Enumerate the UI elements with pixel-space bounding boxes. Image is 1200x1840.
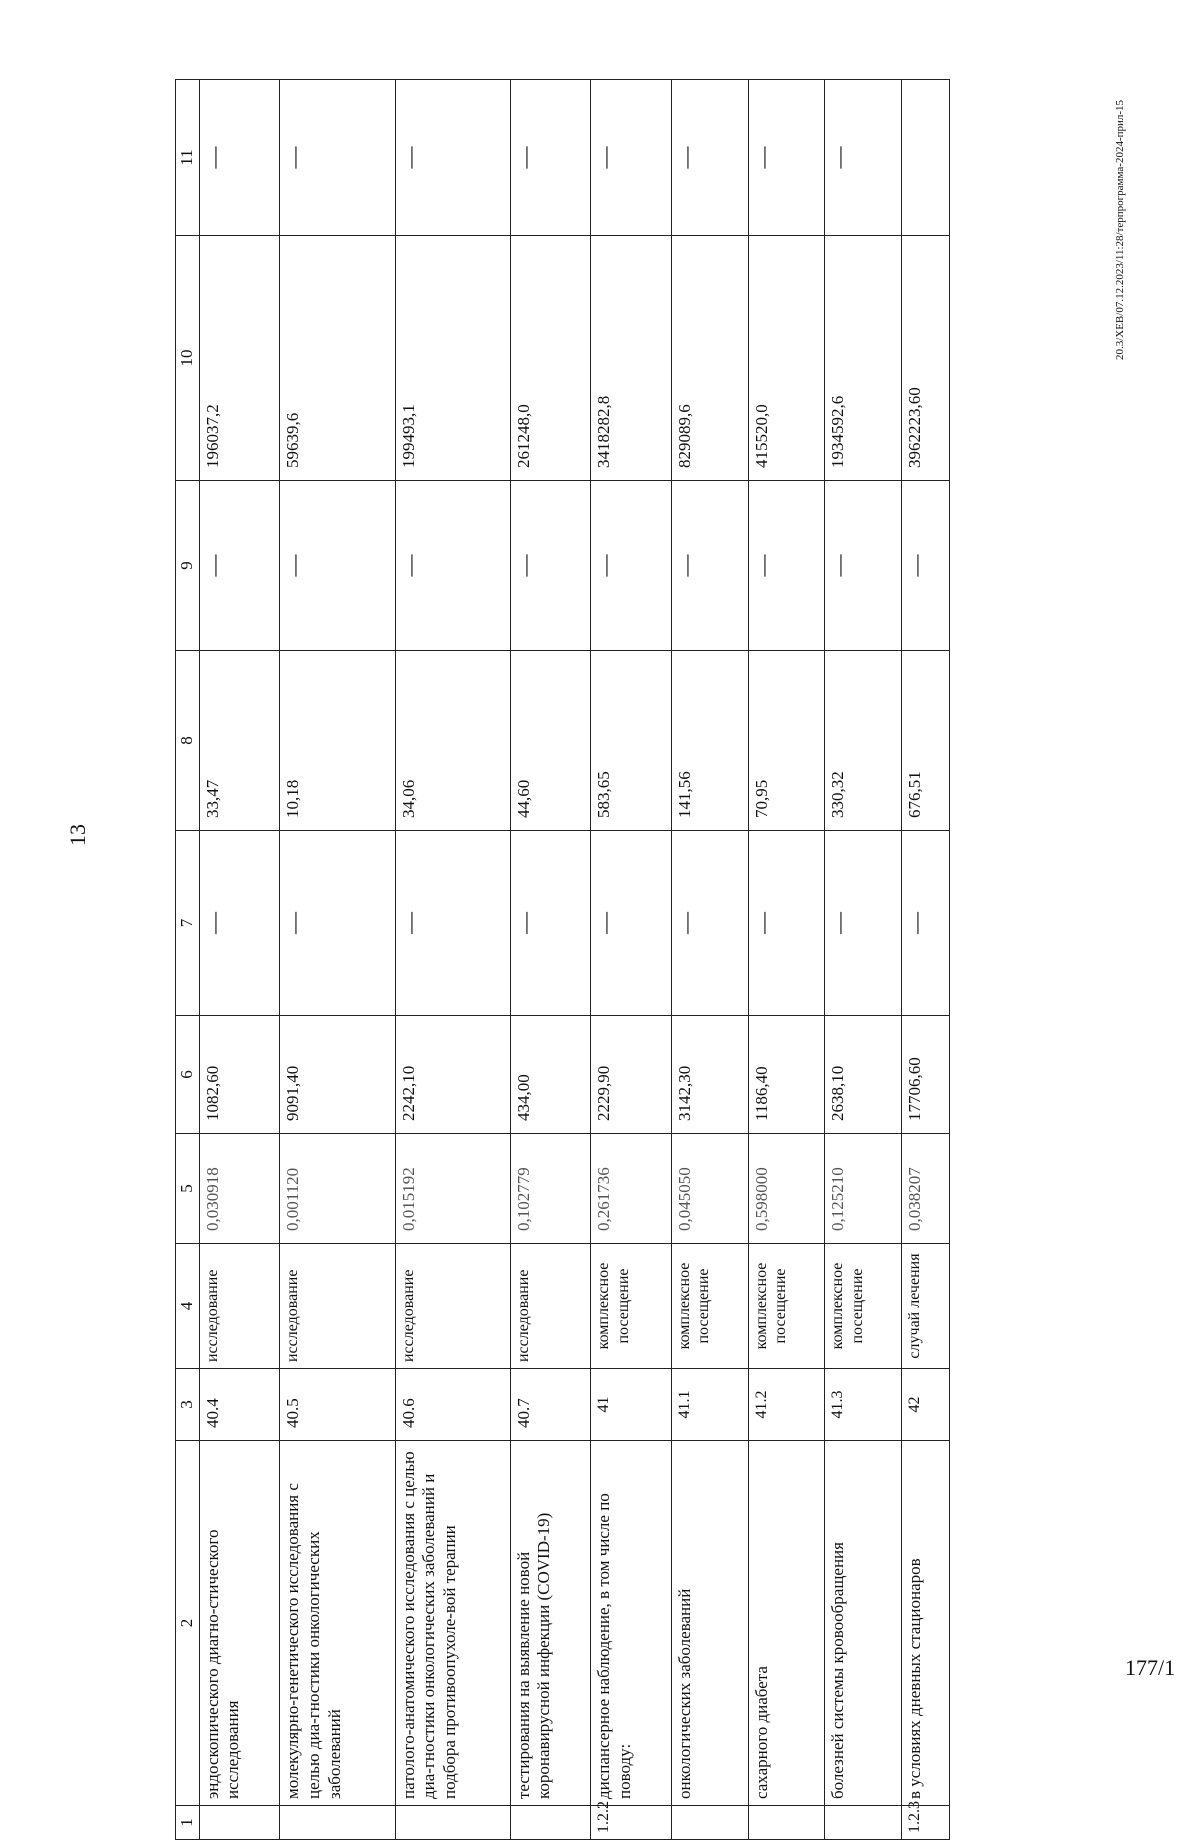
row-number: 40.6 bbox=[395, 1369, 510, 1441]
table-row bbox=[671, 80, 748, 1840]
volume-norm: 0,045050 bbox=[671, 1134, 748, 1244]
column-header: 9 bbox=[176, 481, 200, 651]
empty-value: — bbox=[510, 831, 591, 1016]
volume-norm: 0,261736 bbox=[591, 1134, 672, 1244]
row-description: эндоскопического диагно-стического исследования bbox=[199, 1441, 280, 1806]
unit-of-measure: комплексное посещение bbox=[671, 1244, 748, 1369]
total-cost: 1934592,6 bbox=[825, 236, 902, 481]
empty-value: — bbox=[748, 831, 825, 1016]
row-description: патолого-анатомического исследования с целью диа-гностики онкологических заболеваний и подбора противоопухоле-вой терапии bbox=[395, 1441, 510, 1806]
cost-per-unit: 9091,40 bbox=[280, 1016, 395, 1134]
empty-value: — bbox=[591, 80, 672, 236]
total-cost: 59639,6 bbox=[280, 236, 395, 481]
per-capita-norm: 44,60 bbox=[510, 651, 591, 831]
row-number: 41.2 bbox=[748, 1369, 825, 1441]
row-code bbox=[825, 1806, 902, 1840]
empty-value: — bbox=[199, 80, 280, 236]
column-header: 7 bbox=[176, 831, 200, 1016]
row-description: в условиях дневных стационаров bbox=[901, 1441, 949, 1806]
column-header: 6 bbox=[176, 1016, 200, 1134]
per-capita-norm: 330,32 bbox=[825, 651, 902, 831]
per-capita-norm: 583,65 bbox=[591, 651, 672, 831]
per-capita-norm: 10,18 bbox=[280, 651, 395, 831]
row-number: 41 bbox=[591, 1369, 672, 1441]
row-number: 42 bbox=[901, 1369, 949, 1441]
table-row bbox=[280, 80, 395, 1840]
per-capita-norm: 141,56 bbox=[671, 651, 748, 831]
row-code: 1.2.3 bbox=[901, 1806, 949, 1840]
total-cost: 3962223,60 bbox=[901, 236, 949, 481]
empty-value: — bbox=[199, 481, 280, 651]
volume-norm: 0,030918 bbox=[199, 1134, 280, 1244]
total-cost: 829089,6 bbox=[671, 236, 748, 481]
empty-value: — bbox=[280, 80, 395, 236]
row-code bbox=[748, 1806, 825, 1840]
table-row bbox=[510, 80, 591, 1840]
total-cost: 415520,0 bbox=[748, 236, 825, 481]
page-number: 13 bbox=[65, 824, 90, 846]
cost-per-unit: 3142,30 bbox=[671, 1016, 748, 1134]
volume-norm: 0,001120 bbox=[280, 1134, 395, 1244]
table-row bbox=[395, 80, 510, 1840]
empty-value bbox=[901, 80, 949, 236]
row-code: 1.2.2 bbox=[591, 1806, 672, 1840]
row-description: сахарного диабета bbox=[748, 1441, 825, 1806]
table-row bbox=[591, 80, 672, 1840]
column-header: 11 bbox=[176, 80, 200, 236]
row-description: онкологических заболеваний bbox=[671, 1441, 748, 1806]
empty-value: — bbox=[901, 481, 949, 651]
unit-of-measure: комплексное посещение bbox=[591, 1244, 672, 1369]
row-code bbox=[510, 1806, 591, 1840]
sheet-number: 177/1 bbox=[1125, 1655, 1176, 1680]
empty-value: — bbox=[671, 481, 748, 651]
row-description: диспансерное наблюдение, в том числе по поводу: bbox=[591, 1441, 672, 1806]
empty-value: — bbox=[395, 80, 510, 236]
volume-norm: 0,015192 bbox=[395, 1134, 510, 1244]
unit-of-measure: комплексное посещение bbox=[825, 1244, 902, 1369]
column-header: 2 bbox=[176, 1441, 200, 1806]
row-description: болезней системы кровообращения bbox=[825, 1441, 902, 1806]
cost-per-unit: 2229,90 bbox=[591, 1016, 672, 1134]
row-description: молекулярно-генетического исследования с целью диа-гностики онкологических заболеваний bbox=[280, 1441, 395, 1806]
empty-value: — bbox=[280, 831, 395, 1016]
column-header: 4 bbox=[176, 1244, 200, 1369]
row-number: 41.3 bbox=[825, 1369, 902, 1441]
per-capita-norm: 676,51 bbox=[901, 651, 949, 831]
per-capita-norm: 33,47 bbox=[199, 651, 280, 831]
cost-per-unit: 1186,40 bbox=[748, 1016, 825, 1134]
unit-of-measure: случай лечения bbox=[901, 1244, 949, 1369]
cost-per-unit: 1082,60 bbox=[199, 1016, 280, 1134]
row-number: 40.5 bbox=[280, 1369, 395, 1441]
empty-value: — bbox=[825, 80, 902, 236]
row-description: тестирования на выявление новой коронавирусной инфекции (COVID-19) bbox=[510, 1441, 591, 1806]
total-cost: 196037,2 bbox=[199, 236, 280, 481]
empty-value: — bbox=[748, 481, 825, 651]
volume-norm: 0,102779 bbox=[510, 1134, 591, 1244]
data-table bbox=[175, 79, 950, 1840]
column-header: 8 bbox=[176, 651, 200, 831]
empty-value: — bbox=[671, 80, 748, 236]
empty-value: — bbox=[748, 80, 825, 236]
empty-value: — bbox=[825, 831, 902, 1016]
row-number: 40.4 bbox=[199, 1369, 280, 1441]
table-row bbox=[825, 80, 902, 1840]
row-code bbox=[671, 1806, 748, 1840]
table-row bbox=[748, 80, 825, 1840]
cost-per-unit: 2242,10 bbox=[395, 1016, 510, 1134]
row-number: 41.1 bbox=[671, 1369, 748, 1441]
per-capita-norm: 34,06 bbox=[395, 651, 510, 831]
empty-value: — bbox=[591, 481, 672, 651]
column-header: 3 bbox=[176, 1369, 200, 1441]
unit-of-measure: комплексное посещение bbox=[748, 1244, 825, 1369]
volume-norm: 0,598000 bbox=[748, 1134, 825, 1244]
column-header: 1 bbox=[176, 1806, 200, 1840]
volume-norm: 0,125210 bbox=[825, 1134, 902, 1244]
total-cost: 3418282,8 bbox=[591, 236, 672, 481]
unit-of-measure: исследование bbox=[199, 1244, 280, 1369]
empty-value: — bbox=[395, 831, 510, 1016]
total-cost: 199493,1 bbox=[395, 236, 510, 481]
column-header: 10 bbox=[176, 236, 200, 481]
unit-of-measure: исследование bbox=[510, 1244, 591, 1369]
empty-value: — bbox=[199, 831, 280, 1016]
row-code bbox=[199, 1806, 280, 1840]
table-container bbox=[175, 80, 950, 1840]
empty-value: — bbox=[901, 831, 949, 1016]
empty-value: — bbox=[510, 481, 591, 651]
row-number: 40.7 bbox=[510, 1369, 591, 1441]
table-row bbox=[199, 80, 280, 1840]
row-code bbox=[280, 1806, 395, 1840]
empty-value: — bbox=[591, 831, 672, 1016]
volume-norm: 0,038207 bbox=[901, 1134, 949, 1244]
column-header: 5 bbox=[176, 1134, 200, 1244]
empty-value: — bbox=[671, 831, 748, 1016]
cost-per-unit: 2638,10 bbox=[825, 1016, 902, 1134]
document-stamp: 20.3/ХЕВ/07.12.2023/11:28/терпрограмма-2024-прил-15 bbox=[1114, 99, 1126, 361]
table-row bbox=[901, 80, 949, 1840]
header-row bbox=[176, 80, 200, 1840]
unit-of-measure: исследование bbox=[395, 1244, 510, 1369]
total-cost: 261248,0 bbox=[510, 236, 591, 481]
cost-per-unit: 434,00 bbox=[510, 1016, 591, 1134]
per-capita-norm: 70,95 bbox=[748, 651, 825, 831]
unit-of-measure: исследование bbox=[280, 1244, 395, 1369]
empty-value: — bbox=[510, 80, 591, 236]
row-code bbox=[395, 1806, 510, 1840]
empty-value: — bbox=[395, 481, 510, 651]
empty-value: — bbox=[825, 481, 902, 651]
empty-value: — bbox=[280, 481, 395, 651]
cost-per-unit: 17706,60 bbox=[901, 1016, 949, 1134]
